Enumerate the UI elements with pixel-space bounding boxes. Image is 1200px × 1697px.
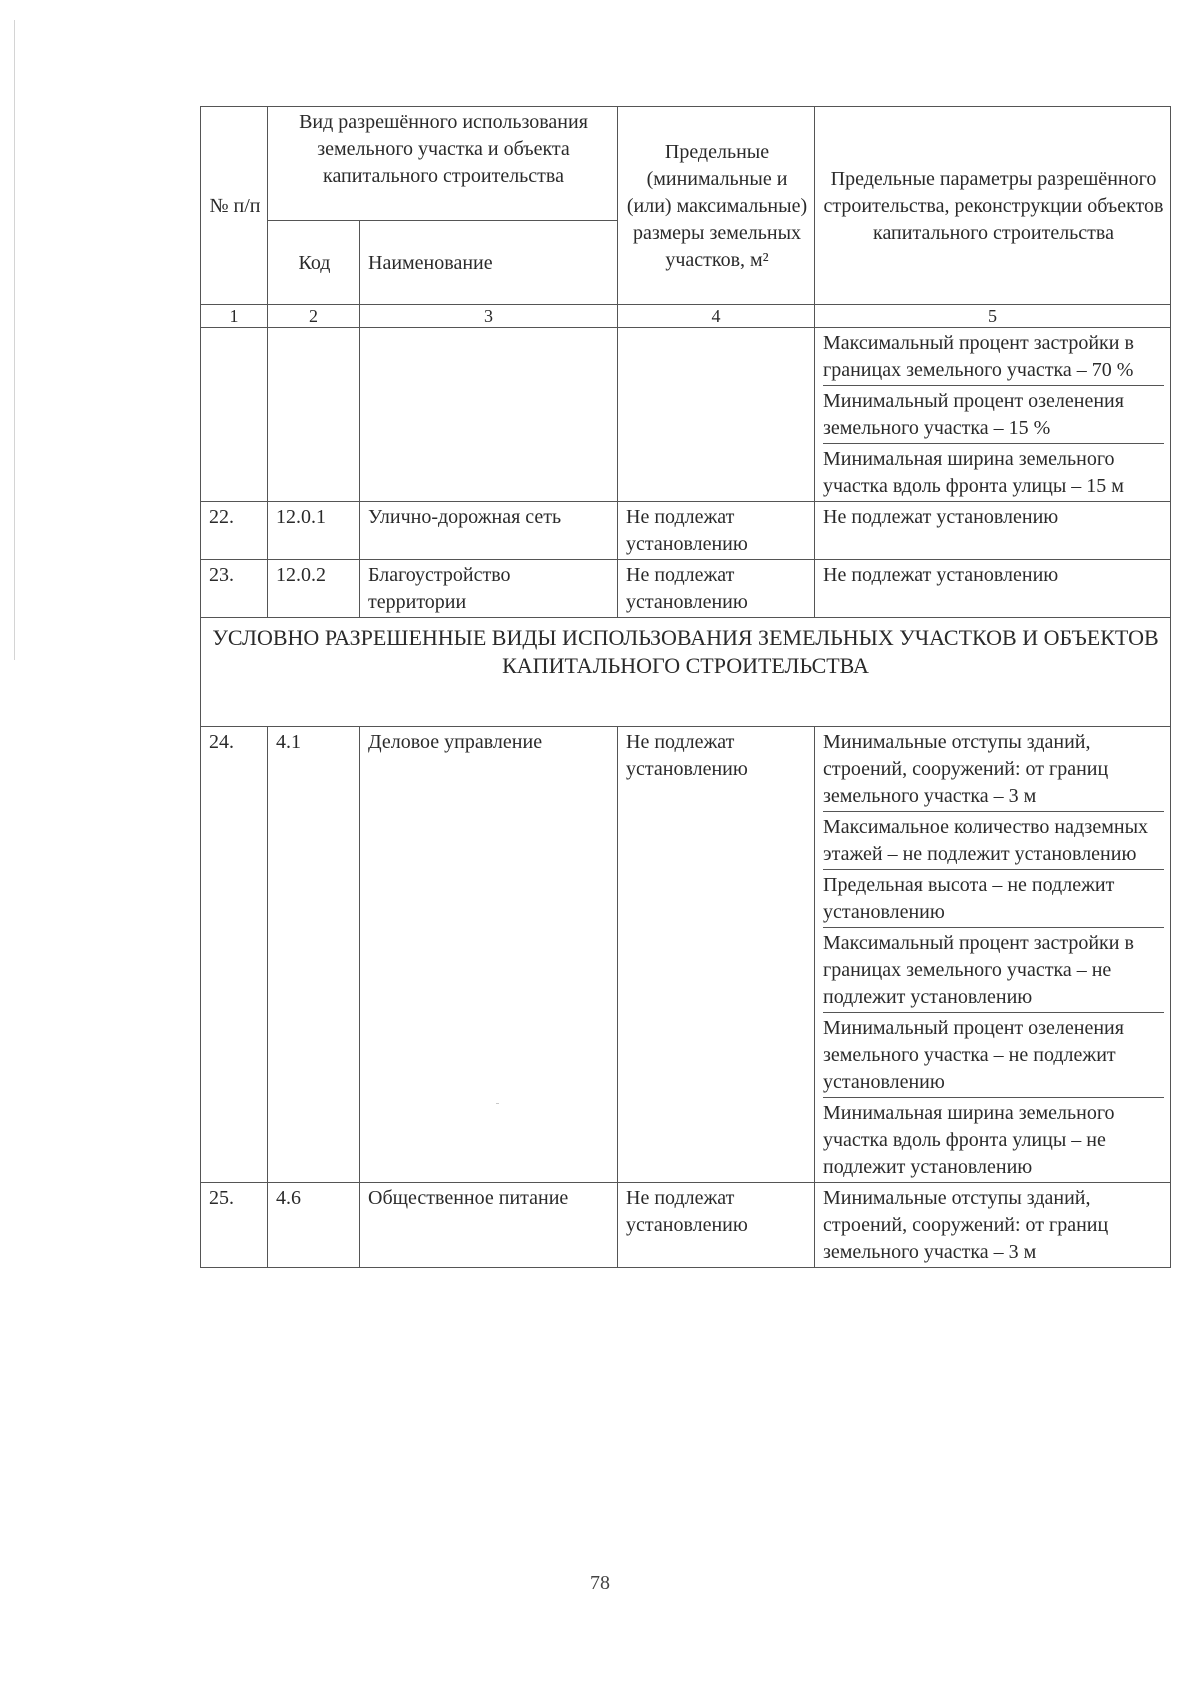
row-sizes: Не подлежат установлению: [618, 727, 815, 1183]
table-row-continued: [201, 328, 1171, 502]
param-item: Минимальная ширина земельного участка вдоль фронта улицы – 15 м: [823, 448, 1124, 497]
table-row-24: [201, 727, 1171, 1183]
row-number: 22.: [201, 502, 268, 560]
col-number-4: 4: [618, 305, 815, 328]
row-number: 23.: [201, 560, 268, 618]
param-item: Минимальный процент озеленения земельного участка – 15 %: [823, 386, 1164, 444]
col-number-3: 3: [360, 305, 618, 328]
cell-empty: [618, 328, 815, 502]
col-number-1: 1: [201, 305, 268, 328]
table-row-23: [201, 560, 1171, 618]
header-use-group: Вид разрешённого использования земельного участка и объекта капитального строительства: [268, 107, 618, 221]
row-name: Улично-дорожная сеть: [360, 502, 618, 560]
row-params: Не подлежат установлению: [815, 560, 1171, 618]
section-row: [201, 618, 1171, 727]
header-params: Предельные параметры разрешённого строительства, реконструкции объектов капитального строительства: [815, 107, 1171, 305]
row-code: 12.0.1: [268, 502, 360, 560]
column-number-row: [201, 305, 1171, 328]
row-sizes: Не подлежат установлению: [618, 560, 815, 618]
params-list: [823, 328, 1164, 501]
section-title: УСЛОВНО РАЗРЕШЕННЫЕ ВИДЫ ИСПОЛЬЗОВАНИЯ ЗЕМЕЛЬНЫХ УЧАСТКОВ И ОБЪЕКТОВ КАПИТАЛЬНОГО СТРОИТЕЛЬСТВА: [201, 618, 1171, 727]
row-code: 4.1: [268, 727, 360, 1183]
land-use-table: [200, 106, 1171, 1268]
header-name: Наименование: [360, 221, 618, 305]
scan-edge-line: [14, 20, 15, 660]
row-params: Минимальные отступы зданий, строений, сооружений: от границ земельного участка – 3 м: [815, 1183, 1171, 1268]
row-params: Не подлежат установлению: [815, 502, 1171, 560]
param-item: Максимальное количество надземных этажей – не подлежит установлению: [823, 812, 1164, 870]
row-sizes: Не подлежат установлению: [618, 502, 815, 560]
cell-empty: [201, 328, 268, 502]
table-row-22: [201, 502, 1171, 560]
row-code: 12.0.2: [268, 560, 360, 618]
page-number: 78: [590, 1572, 610, 1594]
header-row-top: [201, 107, 1171, 221]
param-item: Минимальный процент озеленения земельного участка – не подлежит установлению: [823, 1013, 1164, 1098]
table-row-25: [201, 1183, 1171, 1268]
col-number-5: 5: [815, 305, 1171, 328]
param-item: Предельная высота – не подлежит установлению: [823, 870, 1164, 928]
row-name: Благоустройство территории: [360, 560, 618, 618]
param-item: Максимальный процент застройки в границах земельного участка – 70 %: [823, 328, 1164, 386]
col-number-2: 2: [268, 305, 360, 328]
params-cell: [815, 328, 1171, 502]
row-number: 25.: [201, 1183, 268, 1268]
row-sizes: Не подлежат установлению: [618, 1183, 815, 1268]
row-code: 4.6: [268, 1183, 360, 1268]
cell-empty: [268, 328, 360, 502]
header-sizes: Предельные (минимальные и (или) максимальные) размеры земельных участков, м²: [618, 107, 815, 305]
row-number: 24.: [201, 727, 268, 1183]
param-item: Минимальная ширина земельного участка вдоль фронта улицы – не подлежит установлению: [823, 1102, 1115, 1178]
param-item: Минимальные отступы зданий, строений, сооружений: от границ земельного участка – 3 м: [823, 727, 1164, 812]
params-list: [823, 727, 1164, 1182]
cell-empty: [360, 328, 618, 502]
row-name: Общественное питание: [360, 1183, 618, 1268]
header-code: Код: [268, 221, 360, 305]
params-cell: [815, 727, 1171, 1183]
header-num: № п/п: [201, 107, 268, 305]
param-item: Максимальный процент застройки в границах земельного участка – не подлежит установлению: [823, 928, 1164, 1013]
row-name: Деловое управление: [360, 727, 618, 1183]
